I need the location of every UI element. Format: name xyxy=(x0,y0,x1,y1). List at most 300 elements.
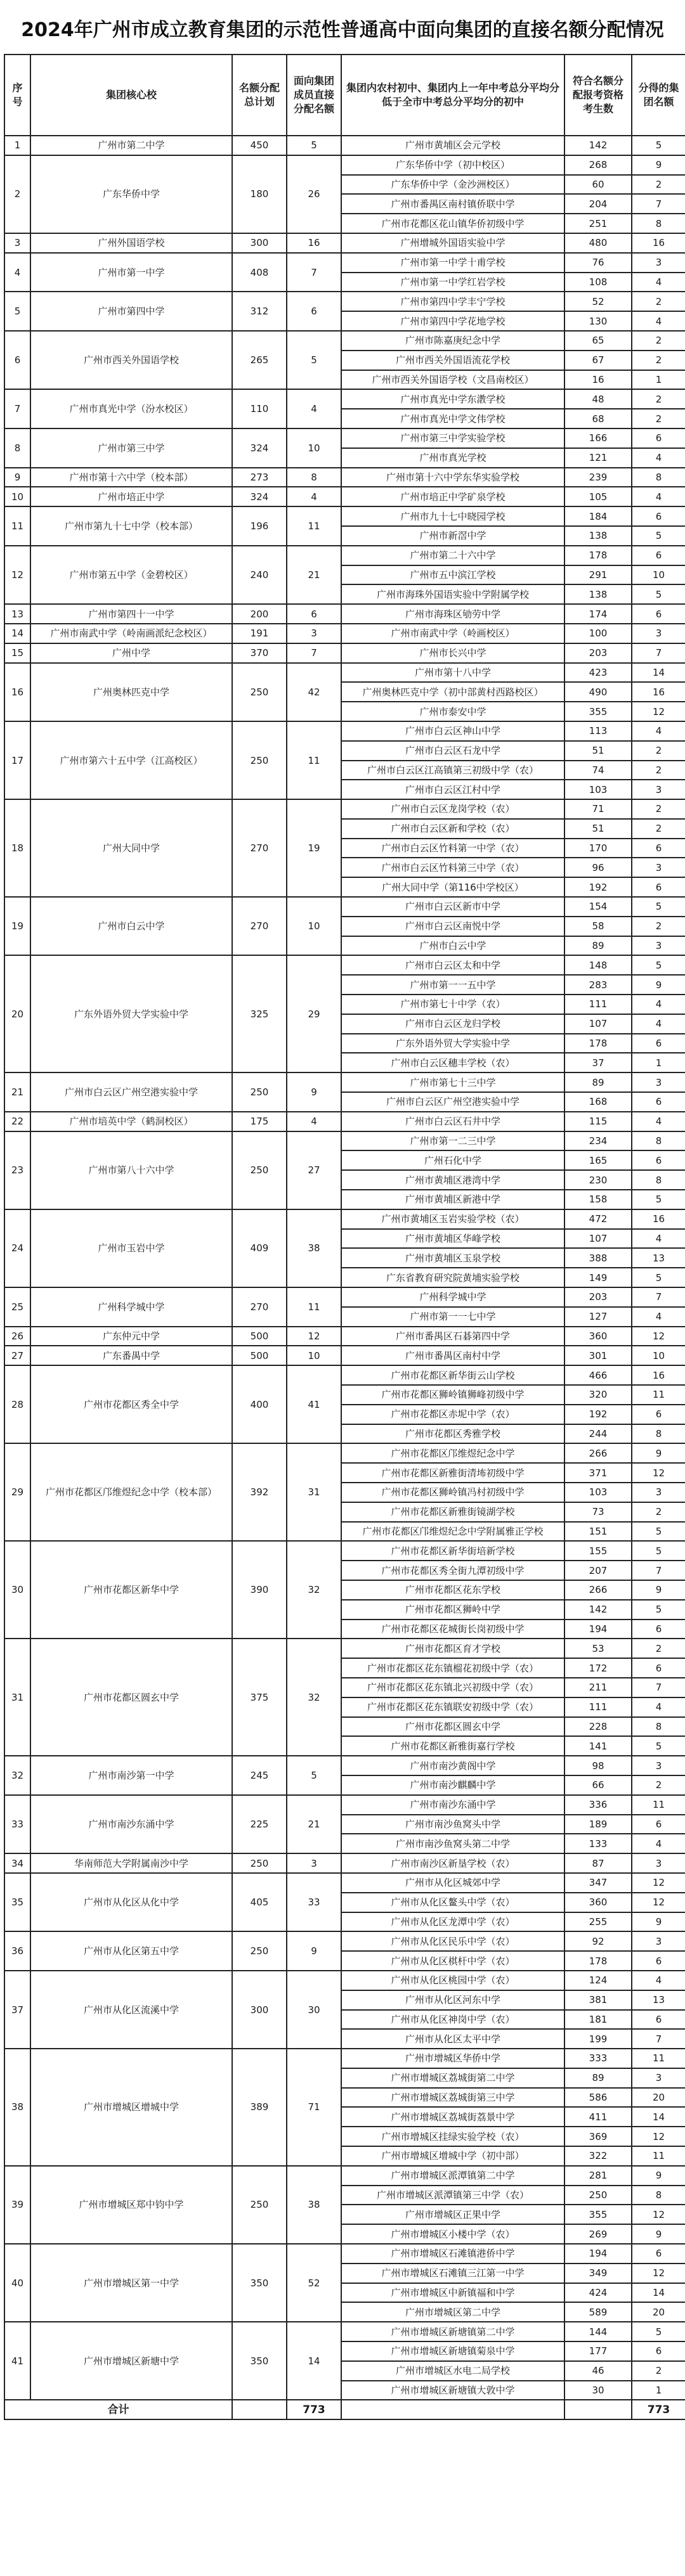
group-seq: 7 xyxy=(4,389,30,428)
member-school: 广州市花都区秀全街九潭初级中学 xyxy=(341,1561,564,1580)
member-school: 广州市真光中学文伟学校 xyxy=(341,409,564,428)
core-school: 广州市第二中学 xyxy=(30,136,232,155)
member-school: 广州市增城区第二中学 xyxy=(341,2302,564,2322)
total-plan: 300 xyxy=(232,1971,287,2049)
core-school: 广州市第一中学 xyxy=(30,253,232,292)
group-seq: 11 xyxy=(4,506,30,546)
allocated-quota: 6 xyxy=(632,428,685,448)
direct-quota: 8 xyxy=(287,468,341,487)
member-school: 广州市南沙鱼窝头中学 xyxy=(341,1815,564,1834)
eligible-count: 177 xyxy=(564,2341,632,2361)
total-plan: 175 xyxy=(232,1112,287,1131)
table-row xyxy=(4,1756,685,1775)
eligible-count: 16 xyxy=(564,370,632,390)
total-plan: 250 xyxy=(232,1853,287,1873)
allocated-quota: 3 xyxy=(632,1756,685,1775)
header-allocated: 分得的集团名额 xyxy=(632,55,685,136)
allocated-quota: 4 xyxy=(632,1112,685,1131)
eligible-count: 89 xyxy=(564,2068,632,2088)
group-seq: 35 xyxy=(4,1873,30,1931)
allocated-quota: 6 xyxy=(632,1620,685,1639)
member-school: 广州市增城区荔城街第三中学 xyxy=(341,2088,564,2108)
total-plan: 225 xyxy=(232,1795,287,1853)
allocated-quota: 4 xyxy=(632,995,685,1014)
member-school: 广州市增城区增城中学（初中部） xyxy=(341,2146,564,2166)
member-school: 广州市增城区水电二局学校 xyxy=(341,2361,564,2381)
eligible-count: 124 xyxy=(564,1971,632,1990)
allocated-quota: 14 xyxy=(632,2283,685,2303)
allocated-quota: 1 xyxy=(632,2381,685,2400)
allocated-quota: 5 xyxy=(632,1268,685,1287)
core-school: 广东华侨中学 xyxy=(30,155,232,233)
member-school: 广州市白云区竹料第一中学（农） xyxy=(341,839,564,858)
eligible-count: 127 xyxy=(564,1307,632,1327)
member-school: 广州市第一中学十甫学校 xyxy=(341,253,564,273)
member-school: 广州市黄埔区华峰学校 xyxy=(341,1229,564,1249)
direct-quota: 31 xyxy=(287,1443,341,1541)
table-row xyxy=(4,643,685,663)
member-school: 广东华侨中学（金沙洲校区） xyxy=(341,175,564,195)
eligible-count: 178 xyxy=(564,546,632,565)
allocated-quota: 16 xyxy=(632,682,685,702)
allocated-quota: 2 xyxy=(632,819,685,839)
allocated-quota: 8 xyxy=(632,1131,685,1151)
table-row xyxy=(4,1971,685,1990)
allocated-quota: 5 xyxy=(632,1600,685,1620)
member-school: 广州市增城区荔城街荔景中学 xyxy=(341,2107,564,2127)
allocated-quota: 2 xyxy=(632,175,685,195)
member-school: 广州市花都区花东学校 xyxy=(341,1580,564,1600)
allocated-quota: 14 xyxy=(632,2107,685,2127)
core-school: 华南师范大学附属南沙中学 xyxy=(30,1853,232,1873)
total-plan: 240 xyxy=(232,546,287,604)
eligible-count: 347 xyxy=(564,1873,632,1893)
eligible-count: 53 xyxy=(564,1639,632,1658)
group-seq: 23 xyxy=(4,1131,30,1209)
eligible-count: 490 xyxy=(564,682,632,702)
allocated-quota: 8 xyxy=(632,1170,685,1190)
total-plan: 250 xyxy=(232,721,287,799)
member-school: 广州市新滘中学 xyxy=(341,526,564,546)
allocated-quota: 3 xyxy=(632,624,685,643)
table-row xyxy=(4,1931,685,1951)
allocated-quota: 8 xyxy=(632,1424,685,1444)
allocated-quota: 4 xyxy=(632,448,685,468)
group-seq: 12 xyxy=(4,546,30,604)
total-plan: 196 xyxy=(232,506,287,546)
total-direct: 773 xyxy=(287,2400,341,2419)
member-school: 广州市黄埔区港湾中学 xyxy=(341,1170,564,1190)
table-row xyxy=(4,1327,685,1346)
table-row xyxy=(4,1209,685,1229)
group-seq: 18 xyxy=(4,799,30,897)
core-school: 广州外国语学校 xyxy=(30,233,232,253)
eligible-count: 250 xyxy=(564,2186,632,2205)
core-school: 广州市从化区流溪中学 xyxy=(30,1971,232,2049)
member-school: 广州市第七十中学（农） xyxy=(341,995,564,1014)
allocated-quota: 10 xyxy=(632,1346,685,1365)
direct-quota: 33 xyxy=(287,1873,341,1931)
member-school: 广州市白云区广州空港实验中学 xyxy=(341,1092,564,1112)
allocated-quota: 3 xyxy=(632,253,685,273)
core-school: 广州市第八十六中学 xyxy=(30,1131,232,1209)
allocated-quota: 16 xyxy=(632,1365,685,1385)
allocated-quota: 5 xyxy=(632,1190,685,1209)
allocated-quota: 9 xyxy=(632,975,685,995)
eligible-count: 76 xyxy=(564,253,632,273)
table-row xyxy=(4,292,685,311)
member-school: 广州市南沙东涌中学 xyxy=(341,1795,564,1815)
total-eligible-empty xyxy=(564,2400,632,2419)
member-school: 广州市陈嘉庚纪念中学 xyxy=(341,331,564,351)
core-school: 广州市南沙第一中学 xyxy=(30,1756,232,1795)
core-school: 广州市第四十一中学 xyxy=(30,604,232,624)
member-school: 广州市真光中学东漖学校 xyxy=(341,389,564,409)
allocated-quota: 5 xyxy=(632,1541,685,1561)
group-seq: 27 xyxy=(4,1346,30,1365)
member-school: 广州市第七十三中学 xyxy=(341,1072,564,1092)
eligible-count: 142 xyxy=(564,136,632,155)
core-school: 广州市第十六中学（校本部） xyxy=(30,468,232,487)
direct-quota: 38 xyxy=(287,1209,341,1287)
table-row xyxy=(4,253,685,273)
member-school: 广州市番禺区石碁第四中学 xyxy=(341,1327,564,1346)
allocated-quota: 5 xyxy=(632,584,685,604)
member-school: 广州石化中学 xyxy=(341,1150,564,1170)
member-school: 广州市南武中学（岭画校区） xyxy=(341,624,564,643)
allocated-quota: 6 xyxy=(632,1951,685,1971)
allocated-quota: 5 xyxy=(632,955,685,975)
eligible-count: 199 xyxy=(564,2029,632,2049)
header-member-school: 集团内农村初中、集团内上一年中考总分平均分低于全市中考总分平均分的初中 xyxy=(341,55,564,136)
eligible-count: 266 xyxy=(564,1443,632,1463)
group-seq: 24 xyxy=(4,1209,30,1287)
core-school: 广州市从化区从化中学 xyxy=(30,1873,232,1931)
table-row xyxy=(4,1639,685,1658)
allocated-quota: 4 xyxy=(632,1697,685,1717)
member-school: 广州市增城区小楼中学（农） xyxy=(341,2224,564,2244)
total-plan: 250 xyxy=(232,2166,287,2244)
allocated-quota: 13 xyxy=(632,1248,685,1268)
eligible-count: 268 xyxy=(564,155,632,175)
member-school: 广州市南沙麒麟中学 xyxy=(341,1775,564,1795)
direct-quota: 4 xyxy=(287,1112,341,1131)
allocated-quota: 6 xyxy=(632,1815,685,1834)
group-seq: 13 xyxy=(4,604,30,624)
total-plan: 324 xyxy=(232,428,287,468)
eligible-count: 130 xyxy=(564,311,632,331)
allocated-quota: 6 xyxy=(632,506,685,526)
allocated-quota: 6 xyxy=(632,546,685,565)
core-school: 广州市增城区新塘中学 xyxy=(30,2322,232,2400)
table-row xyxy=(4,1131,685,1151)
eligible-count: 166 xyxy=(564,428,632,448)
eligible-count: 230 xyxy=(564,1170,632,1190)
member-school: 广州市泰安中学 xyxy=(341,702,564,721)
member-school: 广州市番禺区南村镇侨联中学 xyxy=(341,194,564,214)
group-seq: 10 xyxy=(4,487,30,506)
eligible-count: 207 xyxy=(564,1561,632,1580)
member-school: 广州市白云区石井中学 xyxy=(341,1112,564,1131)
member-school: 广州市从化区龙潭中学（农） xyxy=(341,1912,564,1932)
header-eligible: 符合名额分配报考资格考生数 xyxy=(564,55,632,136)
direct-quota: 14 xyxy=(287,2322,341,2400)
total-plan: 350 xyxy=(232,2244,287,2322)
allocated-quota: 4 xyxy=(632,1307,685,1327)
table-row xyxy=(4,799,685,819)
eligible-count: 51 xyxy=(564,741,632,761)
eligible-count: 108 xyxy=(564,273,632,292)
member-school: 广州市海珠外国语实验中学附属学校 xyxy=(341,584,564,604)
eligible-count: 251 xyxy=(564,214,632,233)
total-plan: 250 xyxy=(232,1072,287,1112)
allocated-quota: 4 xyxy=(632,1971,685,1990)
eligible-count: 291 xyxy=(564,565,632,585)
total-plan: 270 xyxy=(232,897,287,955)
direct-quota: 52 xyxy=(287,2244,341,2322)
group-seq: 40 xyxy=(4,2244,30,2322)
eligible-count: 107 xyxy=(564,1014,632,1034)
group-seq: 33 xyxy=(4,1795,30,1853)
eligible-count: 107 xyxy=(564,1229,632,1249)
allocated-quota: 2 xyxy=(632,331,685,351)
table-row xyxy=(4,1287,685,1307)
eligible-count: 48 xyxy=(564,389,632,409)
eligible-count: 203 xyxy=(564,1287,632,1307)
allocated-quota: 14 xyxy=(632,663,685,683)
member-school: 广州市花都区圆玄中学 xyxy=(341,1717,564,1737)
table-row xyxy=(4,546,685,565)
total-plan: 265 xyxy=(232,331,287,389)
eligible-count: 234 xyxy=(564,1131,632,1151)
allocated-quota: 7 xyxy=(632,2029,685,2049)
eligible-count: 154 xyxy=(564,897,632,917)
eligible-count: 68 xyxy=(564,409,632,428)
group-seq: 6 xyxy=(4,331,30,389)
total-plan: 408 xyxy=(232,253,287,292)
allocated-quota: 8 xyxy=(632,468,685,487)
eligible-count: 204 xyxy=(564,194,632,214)
total-plan: 245 xyxy=(232,1756,287,1795)
total-allocated: 773 xyxy=(632,2400,685,2419)
allocated-quota: 11 xyxy=(632,1795,685,1815)
member-school: 广州市培正中学矿泉学校 xyxy=(341,487,564,506)
group-seq: 22 xyxy=(4,1112,30,1131)
table-row xyxy=(4,155,685,175)
allocated-quota: 3 xyxy=(632,2068,685,2088)
eligible-count: 148 xyxy=(564,955,632,975)
allocated-quota: 8 xyxy=(632,2186,685,2205)
eligible-count: 121 xyxy=(564,448,632,468)
group-seq: 19 xyxy=(4,897,30,955)
member-school: 广州市增城区中新镇福和中学 xyxy=(341,2283,564,2303)
core-school: 广州市培正中学 xyxy=(30,487,232,506)
direct-quota: 19 xyxy=(287,799,341,897)
member-school: 广州市增城区石滩镇三江第一中学 xyxy=(341,2264,564,2283)
group-seq: 8 xyxy=(4,428,30,468)
member-school: 广州市真光学校 xyxy=(341,448,564,468)
member-school: 广州市黄埔区会元学校 xyxy=(341,136,564,155)
member-school: 广州市花都区新华街培新学校 xyxy=(341,1541,564,1561)
allocated-quota: 5 xyxy=(632,136,685,155)
total-plan: 110 xyxy=(232,389,287,428)
total-plan: 300 xyxy=(232,233,287,253)
table-row xyxy=(4,1346,685,1365)
eligible-count: 73 xyxy=(564,1502,632,1522)
table-row xyxy=(4,1443,685,1463)
eligible-count: 178 xyxy=(564,1034,632,1053)
eligible-count: 30 xyxy=(564,2381,632,2400)
group-seq: 32 xyxy=(4,1756,30,1795)
allocated-quota: 4 xyxy=(632,311,685,331)
total-plan: 250 xyxy=(232,663,287,721)
direct-quota: 5 xyxy=(287,136,341,155)
core-school: 广州市第九十七中学（校本部） xyxy=(30,506,232,546)
direct-quota: 12 xyxy=(287,1327,341,1346)
allocated-quota: 5 xyxy=(632,1522,685,1542)
table-row xyxy=(4,136,685,155)
direct-quota: 3 xyxy=(287,1853,341,1873)
table-row xyxy=(4,897,685,917)
direct-quota: 10 xyxy=(287,428,341,468)
eligible-count: 74 xyxy=(564,761,632,780)
allocated-quota: 2 xyxy=(632,799,685,819)
header-seq: 序号 xyxy=(4,55,30,136)
total-plan: 350 xyxy=(232,2322,287,2400)
allocated-quota: 9 xyxy=(632,1912,685,1932)
table-row xyxy=(4,604,685,624)
direct-quota: 6 xyxy=(287,604,341,624)
core-school: 广州市第三中学 xyxy=(30,428,232,468)
group-seq: 26 xyxy=(4,1327,30,1346)
table-row xyxy=(4,2166,685,2186)
table-row xyxy=(4,506,685,526)
group-seq: 4 xyxy=(4,253,30,292)
member-school: 广州市增城区新塘镇第二中学 xyxy=(341,2322,564,2341)
allocated-quota: 2 xyxy=(632,409,685,428)
eligible-count: 142 xyxy=(564,1600,632,1620)
member-school: 广州市从化区桃园中学（农） xyxy=(341,1971,564,1990)
member-school: 广州市西关外国语流花学校 xyxy=(341,351,564,370)
eligible-count: 115 xyxy=(564,1112,632,1131)
eligible-count: 170 xyxy=(564,839,632,858)
direct-quota: 32 xyxy=(287,1541,341,1639)
member-school: 广州市从化区河东中学 xyxy=(341,1990,564,2010)
total-plan: 392 xyxy=(232,1443,287,1541)
allocated-quota: 2 xyxy=(632,1775,685,1795)
direct-quota: 7 xyxy=(287,643,341,663)
core-school: 广东仲元中学 xyxy=(30,1327,232,1346)
eligible-count: 111 xyxy=(564,1697,632,1717)
allocated-quota: 12 xyxy=(632,1463,685,1483)
core-school: 广州市第六十五中学（江高校区） xyxy=(30,721,232,799)
table-row xyxy=(4,1795,685,1815)
quota-table xyxy=(4,54,685,2420)
group-seq: 16 xyxy=(4,663,30,721)
core-school: 广州中学 xyxy=(30,643,232,663)
member-school: 广东外语外贸大学实验中学 xyxy=(341,1034,564,1053)
core-school: 广州市增城区增城中学 xyxy=(30,2049,232,2166)
allocated-quota: 3 xyxy=(632,1072,685,1092)
member-school: 广州市增城区新塘镇大敦中学 xyxy=(341,2381,564,2400)
direct-quota: 30 xyxy=(287,1971,341,2049)
group-seq: 17 xyxy=(4,721,30,799)
allocated-quota: 4 xyxy=(632,721,685,741)
direct-quota: 9 xyxy=(287,1931,341,1971)
table-row xyxy=(4,721,685,741)
member-school: 广东省教育研究院黄埔实验学校 xyxy=(341,1268,564,1287)
eligible-count: 423 xyxy=(564,663,632,683)
table-row xyxy=(4,468,685,487)
allocated-quota: 3 xyxy=(632,936,685,956)
allocated-quota: 2 xyxy=(632,1502,685,1522)
total-plan: 325 xyxy=(232,955,287,1072)
total-label: 合计 xyxy=(4,2400,232,2419)
table-row xyxy=(4,1873,685,1893)
member-school: 广州市花都区花山镇华侨初级中学 xyxy=(341,214,564,233)
member-school: 广州市从化区棋杆中学（农） xyxy=(341,1951,564,1971)
eligible-count: 322 xyxy=(564,2146,632,2166)
eligible-count: 301 xyxy=(564,1346,632,1365)
total-plan: 200 xyxy=(232,604,287,624)
eligible-count: 480 xyxy=(564,233,632,253)
eligible-count: 320 xyxy=(564,1385,632,1405)
allocated-quota: 4 xyxy=(632,273,685,292)
member-school: 广州市增城区派潭镇第三中学（农） xyxy=(341,2186,564,2205)
member-school: 广州市花都区新雅街镜湖学校 xyxy=(341,1502,564,1522)
allocated-quota: 3 xyxy=(632,858,685,877)
eligible-count: 266 xyxy=(564,1580,632,1600)
allocated-quota: 4 xyxy=(632,1014,685,1034)
eligible-count: 37 xyxy=(564,1053,632,1072)
allocated-quota: 7 xyxy=(632,643,685,663)
eligible-count: 149 xyxy=(564,1268,632,1287)
eligible-count: 89 xyxy=(564,1072,632,1092)
core-school: 广州市第四中学 xyxy=(30,292,232,331)
eligible-count: 141 xyxy=(564,1736,632,1756)
direct-quota: 10 xyxy=(287,897,341,955)
allocated-quota: 1 xyxy=(632,370,685,390)
member-school: 广州市第一二三中学 xyxy=(341,1131,564,1151)
direct-quota: 32 xyxy=(287,1639,341,1756)
group-seq: 37 xyxy=(4,1971,30,2049)
eligible-count: 586 xyxy=(564,2088,632,2108)
table-row xyxy=(4,389,685,409)
core-school: 广州市玉岩中学 xyxy=(30,1209,232,1287)
eligible-count: 211 xyxy=(564,1678,632,1697)
member-school: 广州市增城区派潭镇第二中学 xyxy=(341,2166,564,2186)
member-school: 广州市花都区花东镇联安初级中学（农） xyxy=(341,1697,564,1717)
eligible-count: 192 xyxy=(564,877,632,897)
total-plan: 250 xyxy=(232,1931,287,1971)
member-school: 广州市白云区新和学校（农） xyxy=(341,819,564,839)
group-seq: 15 xyxy=(4,643,30,663)
eligible-count: 52 xyxy=(564,292,632,311)
table-row xyxy=(4,2244,685,2264)
core-school: 广州市南沙东涌中学 xyxy=(30,1795,232,1853)
direct-quota: 11 xyxy=(287,721,341,799)
member-school: 广州市白云区太和中学 xyxy=(341,955,564,975)
member-school: 广州市白云区竹料第三中学（农） xyxy=(341,858,564,877)
eligible-count: 96 xyxy=(564,858,632,877)
direct-quota: 7 xyxy=(287,253,341,292)
member-school: 广州市第十八中学 xyxy=(341,663,564,683)
member-school: 广州市花都区新华街云山学校 xyxy=(341,1365,564,1385)
member-school: 广州市增城区挂绿实验学校（农） xyxy=(341,2127,564,2146)
direct-quota: 42 xyxy=(287,663,341,721)
member-school: 广州市从化区鳌头中学（农） xyxy=(341,1893,564,1912)
allocated-quota: 5 xyxy=(632,2322,685,2341)
